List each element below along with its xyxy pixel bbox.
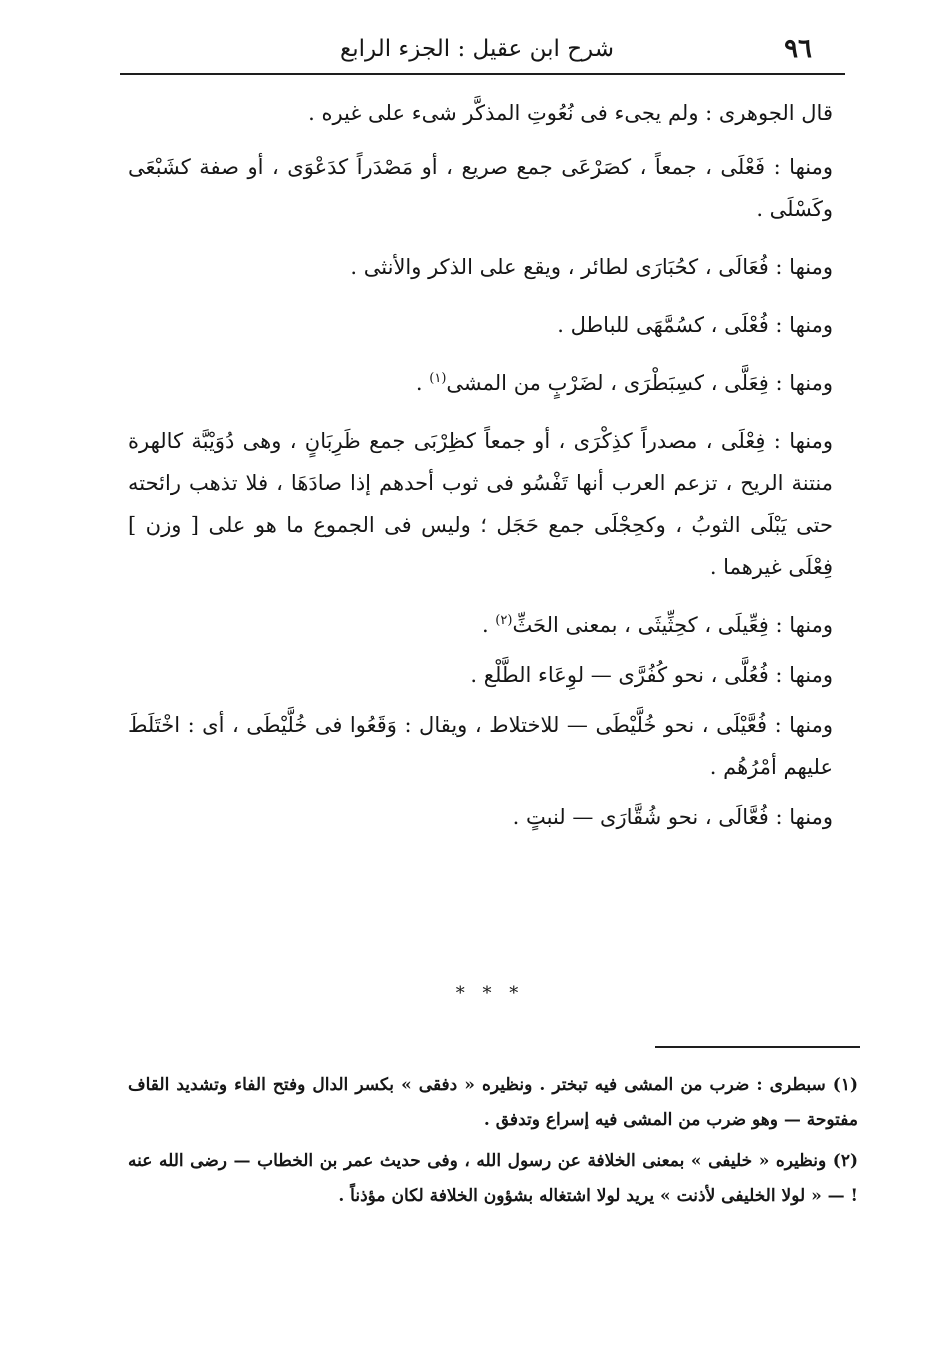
paragraph-3: ومنها : فُعَالَى ، كحُبَارَى لطائر ، ويقع على الذكر والأنثى .: [350, 255, 833, 279]
footnote-ref-2: (٢): [495, 613, 513, 628]
paragraph-5-text: ومنها : فِعَلَّى ، كسِبَطْرَى ، لضَرْبٍ من المشى: [446, 371, 833, 395]
paragraph-7-text: ومنها : فِعِّيلَى ، كحِثِّيثَى ، بمعنى الحَثِّ: [512, 613, 833, 637]
page-number: ٩٦: [784, 34, 812, 64]
paragraph-5-period: .: [415, 371, 430, 395]
paragraph-4: ومنها : فُعْلَى ، كسُمَّهَى للباطل .: [557, 313, 833, 337]
running-header: [120, 28, 840, 72]
paragraph-5: [128, 362, 833, 404]
paragraph-10: ومنها : فُعَّالَى ، نحو شُقَّارَى — لنبتٍ .: [512, 805, 833, 829]
paragraph-7-period: .: [481, 613, 496, 637]
paragraph-7: [128, 604, 833, 646]
paragraph-6: ومنها : فِعْلَى ، مصدراً كذِكْرَى ، أو جمعاً كظِرْبَى جمع ظَرِبَانٍ ، وهى دُوَيْبَّة كالهرة منتنة الريح ، تزعم العرب أنها تَفْسُو فى ثوب أحدهم إذا صادَهَا ، فلا تذهب رائحته حتى يَبْلَى الثوبُ ، وكحِجْلَى جمع حَجَل ؛ وليس فى الجموع ما هو على [ وزن ] فِعْلَى غيرهما .: [128, 429, 833, 579]
main-text: [128, 92, 833, 854]
footnote-rule: [655, 1046, 860, 1048]
running-title: شرح ابن عقيل : الجزء الرابع: [340, 36, 615, 62]
paragraph-2: ومنها : فَعْلَى ، جمعاً ، كصَرْعَى جمع صريع ، أو مَصْدَراً كدَعْوَى ، أو صفة كشَبْعَى وكَسْلَى .: [128, 155, 833, 221]
footnote-1: (١) سبطرى : ضرب من المشى فيه تبختر . ونظيره « دفقى » بكسر الدال وفتح الفاء وتشديد القاف مفتوحة — وهو ضرب من المشى فيه إسراع وتدفق .: [128, 1075, 858, 1130]
paragraph-1: قال الجوهرى : ولم يجىء فى نُعُوتِ المذكَّر شىء على غيره .: [308, 101, 833, 125]
footnotes: [128, 1068, 858, 1220]
header-rule: [120, 73, 845, 75]
footnote-ref-1: (١): [429, 371, 447, 386]
footnote-2: (٢) ونظيره « خليفى » بمعنى الخلافة عن رسول الله ، وفى حديث عمر بن الخطاب — رضى الله عنه ! — « لولا الخليفى لأذنت » يريد لولا اشتغاله بشؤون الخلافة لكان مؤذناً .: [128, 1151, 858, 1206]
paragraph-9: ومنها : فُعَّيْلَى ، نحو خُلَّيْطَى — للاختلاط ، ويقال : وَقَعُوا فى خُلَّيْطَى ، أى : اخْتَلَطَ عليهم أمْرُهُم .: [128, 713, 833, 779]
paragraph-8: ومنها : فُعُلَّى ، نحو كُفُرَّى — لوِعَاء الطَّلْع .: [470, 663, 833, 687]
section-separator: * * *: [455, 983, 525, 1004]
